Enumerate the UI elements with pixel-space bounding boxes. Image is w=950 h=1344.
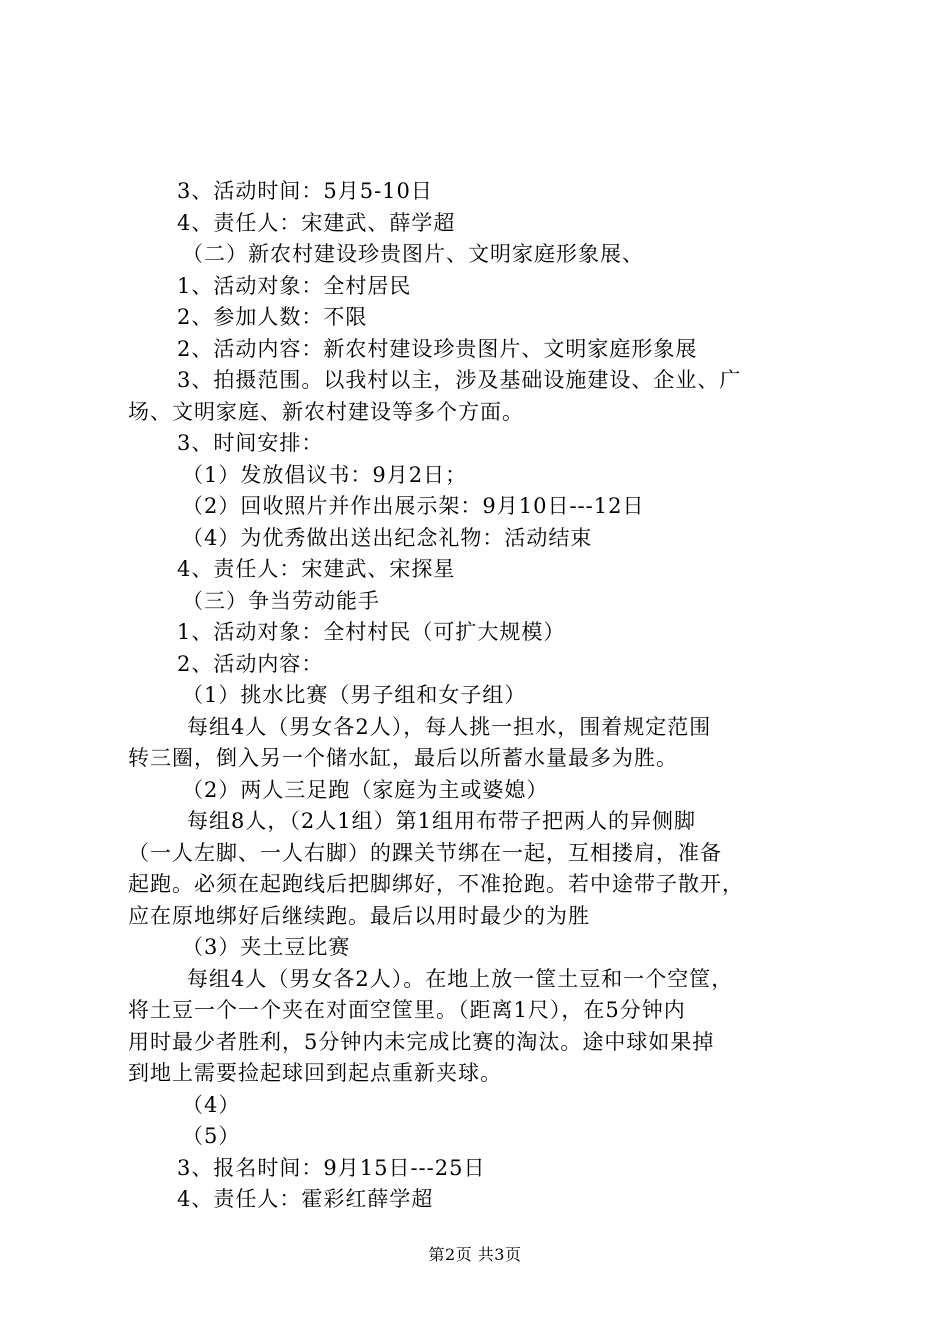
text-line: 4、责任人：霍彩红薛学超 [177,1187,434,1211]
text-line: （4）为优秀做出送出纪念礼物：活动结束 [182,525,593,550]
text-line: 1、活动对象：全村居民 [177,273,412,298]
text-line: 将土豆一个一个夹在对面空筐里。（距离1尺），在5分钟内 [128,998,686,1022]
text-line: 3、活动时间：5月5-10日 [177,179,433,203]
text-line: 1、活动对象：全村村民（可扩大规模） [177,620,566,644]
text-line: 起跑。必须在起跑线后把脚绑好，不准抢跑。若中途带子散开， [128,872,744,896]
text-line: 用时最少者胜利，5分钟内未完成比赛的淘汰。途中球如果掉 [128,1029,715,1054]
text-line: 2、活动内容：新农村建设珍贵图片、文明家庭形象展 [177,336,698,361]
text-line: （2）回收照片并作出展示架：9月10日---12日 [182,494,645,518]
text-line: 转三圈，倒入另一个储水缸，最后以所蓄水量最多为胜。 [128,746,678,770]
text-line: 每组4人（男女各2人），每人挑一担水，围着规定范围 [187,714,712,739]
text-line: （1）挑水比赛（男子组和女子组） [182,683,527,707]
text-line: 4、责任人：宋建武、薛学超 [177,210,456,235]
text-line: 3、时间安排： [177,431,324,455]
text-line: 场、文明家庭、新农村建设等多个方面。 [128,399,524,424]
text-line: （5） [182,1124,241,1148]
text-line: 4、责任人：宋建武、宋探星 [177,557,456,581]
text-line: （二）新农村建设珍贵图片、文明家庭形象展、 [182,242,644,266]
text-line: 到地上需要捡起球回到起点重新夹球。 [128,1061,502,1085]
text-line: （4） [182,1092,241,1117]
text-line: 每组4人（男女各2人）。在地上放一筐土豆和一个空筐， [187,966,734,991]
text-line: 3、报名时间：9月15日---25日 [177,1155,486,1180]
text-line: 每组8人，（2人1组）第1组用布带子把两人的异侧脚 [187,809,696,833]
text-line: （1）发放倡议书：9月2日； [182,462,468,487]
text-line: 3、拍摄范围。以我村以主，涉及基础设施建设、企业、广 [177,368,742,392]
text-line: （3）夹土豆比赛 [182,935,351,959]
text-line: （三）争当劳动能手 [182,588,380,613]
page-footer: 第2页 共3页 [428,1245,522,1264]
text-line: 2、活动内容： [177,651,324,676]
text-line: （一人左脚、一人右脚）的踝关节绑在一起，互相搂肩，准备 [128,840,722,865]
text-line: （2）两人三足跑（家庭为主或婆媳） [182,777,549,802]
document-body [128,176,828,1216]
text-line: 应在原地绑好后继续跑。最后以用时最少的为胜 [128,903,590,928]
text-line: 2、参加人数：不限 [177,305,368,329]
